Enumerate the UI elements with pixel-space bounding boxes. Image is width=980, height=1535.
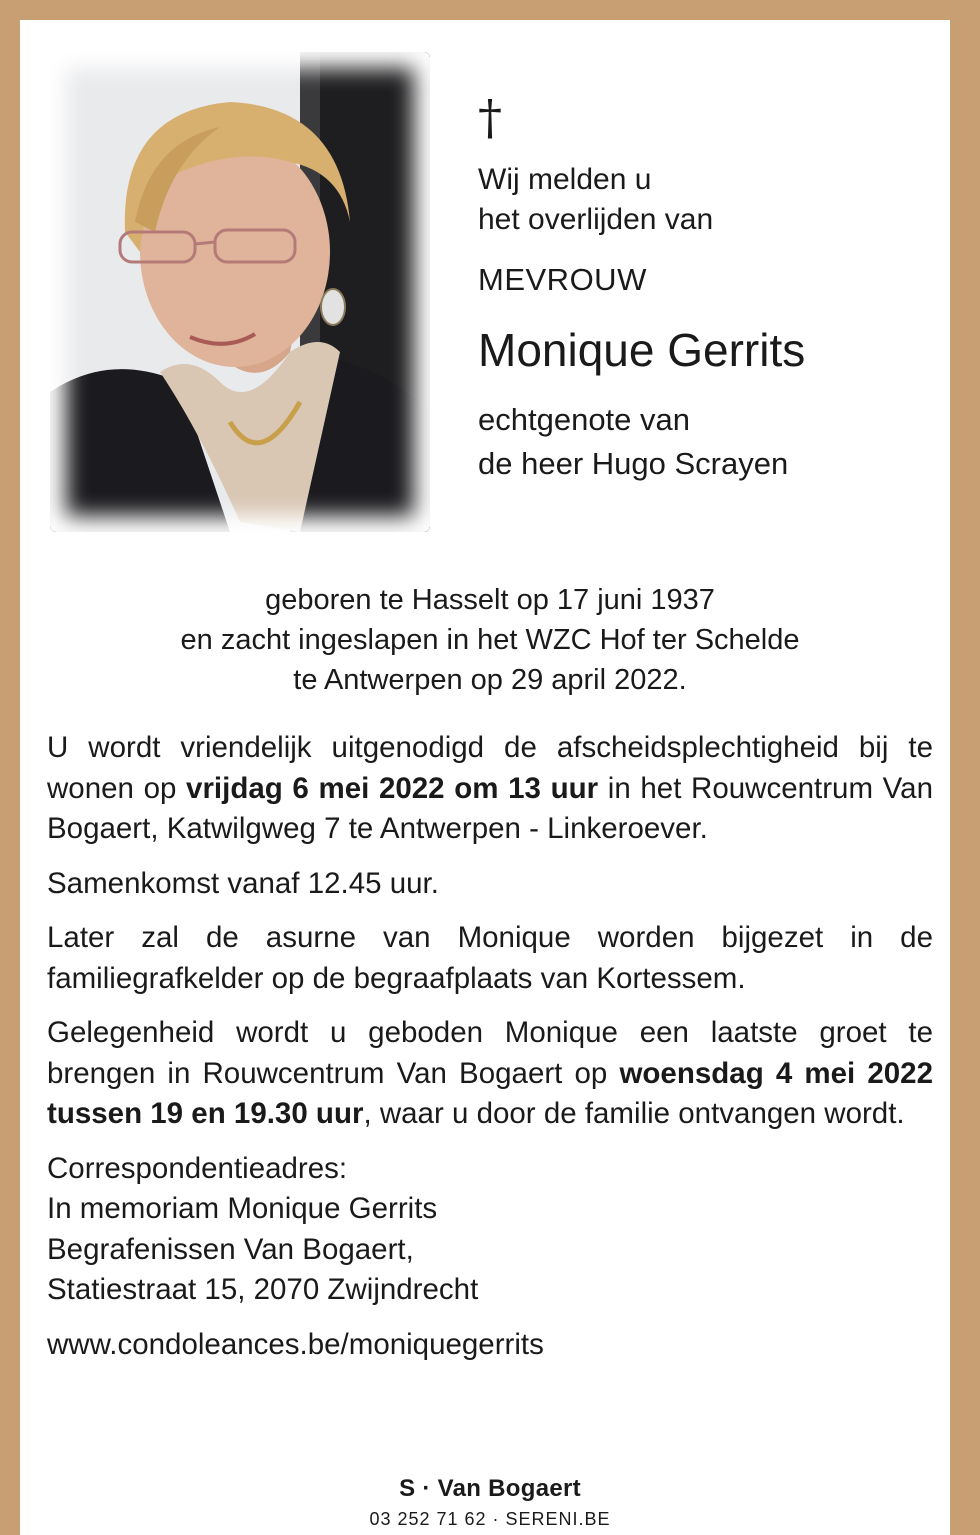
obituary-card bbox=[20, 20, 950, 1535]
intro-line-1: Wij melden u bbox=[478, 163, 652, 196]
correspondence-line-1: Correspondentieadres: bbox=[47, 1151, 348, 1185]
birth-line-1: geboren te Hasselt op 17 juni 1937 bbox=[265, 584, 715, 616]
ceremony-paragraph bbox=[47, 728, 933, 850]
intro-line-2: het overlijden van bbox=[478, 203, 714, 236]
ceremony-text-2: in het Rouwcentrum Van Bogaert, Katwilgweg 7 te Antwerpen - Linkeroever. bbox=[47, 771, 933, 845]
gathering-paragraph: Samenkomst vanaf 12.45 uur. bbox=[47, 866, 439, 900]
cross-symbol: † bbox=[478, 90, 502, 146]
birth-death-info bbox=[20, 580, 960, 700]
birth-line-2: en zacht ingeslapen in het WZC Hof ter Schelde bbox=[180, 624, 800, 656]
details-body bbox=[47, 728, 933, 1365]
viewing-text-1: Gelegenheid wordt u geboden Monique een laatste groet te brengen in Rouwcentrum Van Bogaert op bbox=[47, 1016, 933, 1090]
spouse-info bbox=[478, 398, 938, 486]
funeral-home-footer bbox=[20, 1475, 960, 1530]
birth-line-3: te Antwerpen op 29 april 2022. bbox=[293, 664, 687, 696]
ceremony-text-1: U wordt vriendelijk uitgenodigd de afscheidsplechtigheid bij te wonen op bbox=[47, 731, 933, 805]
correspondence-line-3: Begrafenissen Van Bogaert, bbox=[47, 1232, 414, 1266]
announcement-block bbox=[478, 92, 938, 486]
deceased-name: Monique Gerrits bbox=[478, 324, 806, 376]
funeral-home-contact: 03 252 71 62 · SERENI.BE bbox=[369, 1509, 611, 1529]
viewing-text-2: , waar u door de familie ontvangen wordt. bbox=[363, 1097, 905, 1130]
spouse-line-2: de heer Hugo Scrayen bbox=[478, 446, 789, 481]
viewing-date: woensdag 4 mei 2022 tussen 19 en 19.30 uur bbox=[47, 1056, 933, 1130]
correspondence-line-2: In memoriam Monique Gerrits bbox=[47, 1192, 438, 1225]
viewing-paragraph bbox=[47, 1013, 933, 1135]
funeral-home-logo: S · Van Bogaert bbox=[399, 1475, 581, 1502]
correspondence-address bbox=[47, 1149, 933, 1311]
urn-paragraph: Later zal de asurne van Monique worden bijgezet in de familiegrafkelder op de begraafplaats van Kortessem. bbox=[47, 921, 933, 995]
spouse-line-1: echtgenote van bbox=[478, 402, 691, 437]
ceremony-date: vrijdag 6 mei 2022 om 13 uur bbox=[186, 771, 599, 805]
portrait-image bbox=[50, 52, 430, 532]
title-mevrouw: MEVROUW bbox=[478, 262, 647, 297]
condolence-website[interactable]: www.condoleances.be/moniquegerrits bbox=[47, 1327, 544, 1361]
correspondence-line-4: Statiestraat 15, 2070 Zwijndrecht bbox=[47, 1273, 479, 1306]
portrait-photo bbox=[50, 52, 430, 532]
